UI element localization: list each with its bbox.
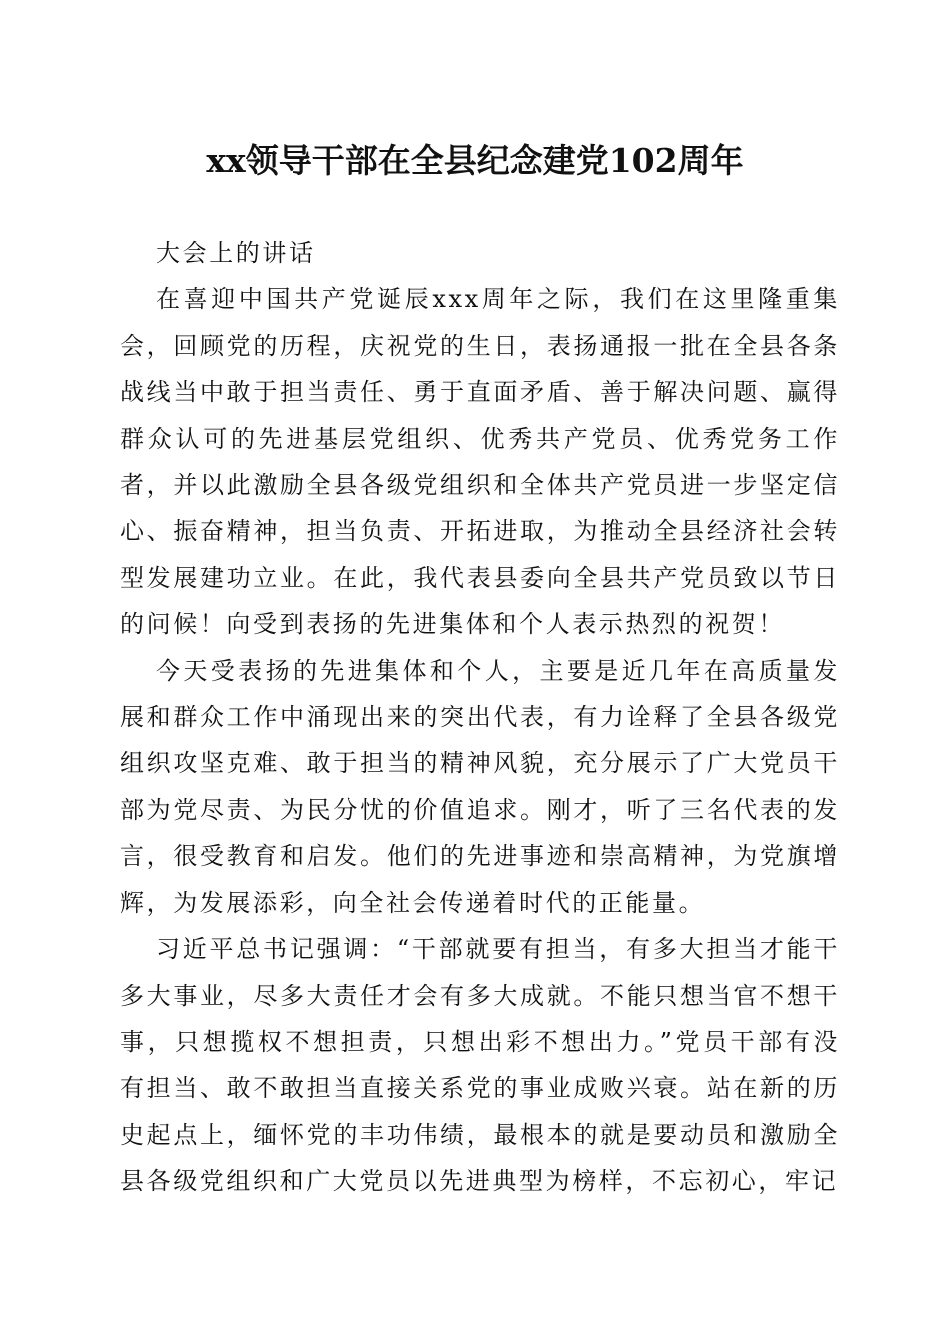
paragraph-3: 习近平总书记强调：“干部就要有担当，有多大担当才能干多大事业，尽多大责任才会有多大成就。不能只想当官不想干事，只想揽权不想担责，只想出彩不想出力。”党员干部有没有担当、敢不敢担当直接关系党的事业成败兴衰。站在新的历史起点上，缅怀党的丰功伟绩，最根本的就是要动员和激励全县各级党组织和广大党员以先进典型为榜样，不忘初心，牢记 (120, 935, 840, 1196)
paragraph-1: 在喜迎中国共产党诞辰xxx周年之际，我们在这里隆重集会，回顾党的历程，庆祝党的生日，表扬通报一批在全县各条战线当中敢于担当责任、勇于直面矛盾、善于解决问题、赢得群众认可的先进基层党组织、优秀共产党员、优秀党务工作者，并以此激励全县各级党组织和全体共产党员进一步坚定信心、振奋精神，担当负责、开拓进取，为推动全县经济社会转型发展建功立业。在此，我代表县委向全县共产党员致以节日的问候！向受到表扬的先进集体和个人表示热烈的祝贺！ (120, 285, 840, 639)
paragraph-2: 今天受表扬的先进集体和个人，主要是近几年在高质量发展和群众工作中涌现出来的突出代表，有力诠释了全县各级党组织攻坚克难、敢于担当的精神风貌，充分展示了广大党员干部为党尽责、为民分忧的价值追求。刚才，听了三名代表的发言，很受教育和启发。他们的先进事迹和崇高精神，为党旗增辉，为发展添彩，向全社会传递着时代的正能量。 (120, 656, 840, 917)
document-subtitle: 大会上的讲话 (156, 239, 316, 267)
document-title: xx领导干部在全县纪念建党102周年 (206, 141, 744, 180)
document-body (120, 230, 840, 1205)
